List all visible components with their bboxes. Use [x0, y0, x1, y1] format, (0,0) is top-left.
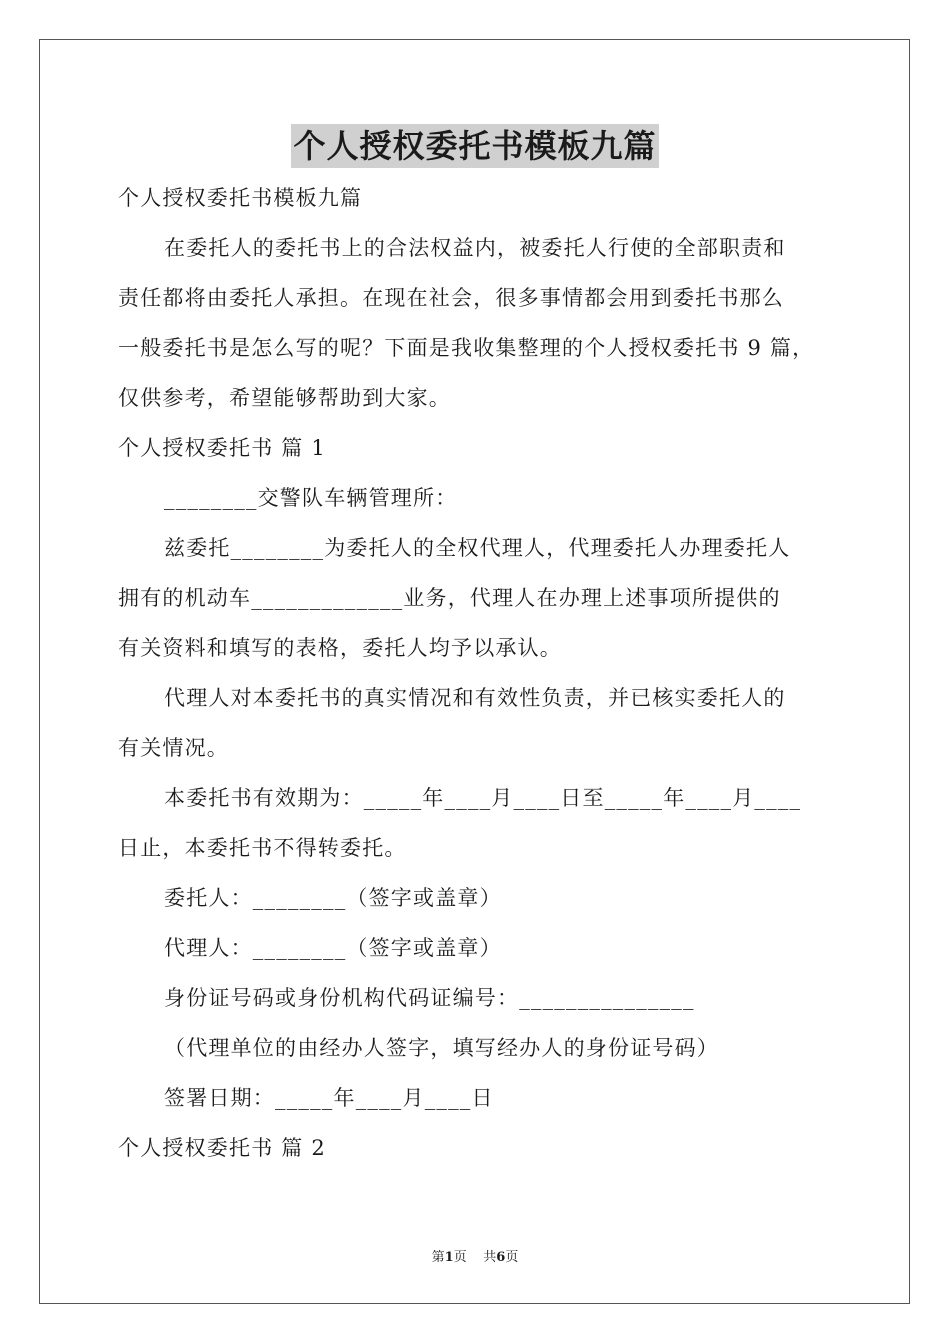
title-container — [0, 124, 950, 168]
paragraph-line: ________交警队车辆管理所： — [164, 486, 458, 510]
paragraph-line: 兹委托________为委托人的全权代理人，代理委托人办理委托人 — [164, 536, 791, 560]
paragraph-line: 有关情况。 — [118, 736, 229, 760]
document-subtitle: 个人授权委托书模板九篇 — [118, 186, 363, 210]
paragraph-line: 在委托人的委托书上的合法权益内，被委托人行使的全部职责和 — [164, 236, 786, 260]
paragraph-line: 一般委托书是怎么写的呢？下面是我收集整理的个人授权委托书 9 篇， — [118, 336, 815, 360]
total-prefix: 共 — [483, 1250, 497, 1265]
paragraph-line: 责任都将由委托人承担。在现在社会，很多事情都会用到委托书那么 — [118, 286, 784, 310]
page-number: 1 — [444, 1250, 454, 1265]
signature-line: 代理人：________（签字或盖章） — [164, 936, 502, 960]
total-pages: 6 — [496, 1250, 506, 1265]
paragraph-line: （代理单位的由经办人签字，填写经办人的身份证号码） — [164, 1036, 719, 1060]
document-title: 个人授权委托书模板九篇 — [291, 124, 658, 168]
total-suffix: 页 — [505, 1250, 519, 1265]
id-number-line: 身份证号码或身份机构代码证编号：_______________ — [164, 986, 695, 1010]
paragraph-line: 本委托书有效期为：_____年____月____日至_____年____月____ — [164, 786, 802, 810]
page-border — [39, 39, 910, 1304]
paragraph-line: 有关资料和填写的表格，委托人均予以承认。 — [118, 636, 562, 660]
signature-line: 委托人：________（签字或盖章） — [164, 886, 502, 910]
section-heading: 个人授权委托书 篇 1 — [118, 436, 326, 460]
paragraph-line: 日止，本委托书不得转委托。 — [118, 836, 407, 860]
page-prefix: 第 — [431, 1250, 445, 1265]
date-line: 签署日期：_____年____月____日 — [164, 1086, 494, 1110]
section-heading: 个人授权委托书 篇 2 — [118, 1136, 326, 1160]
paragraph-line: 仅供参考，希望能够帮助到大家。 — [118, 386, 451, 410]
page-suffix: 页 — [453, 1250, 467, 1265]
paragraph-line: 拥有的机动车_____________业务，代理人在办理上述事项所提供的 — [118, 586, 781, 610]
paragraph-line: 代理人对本委托书的真实情况和有效性负责，并已核实委托人的 — [164, 686, 786, 710]
page-footer — [0, 1246, 950, 1265]
